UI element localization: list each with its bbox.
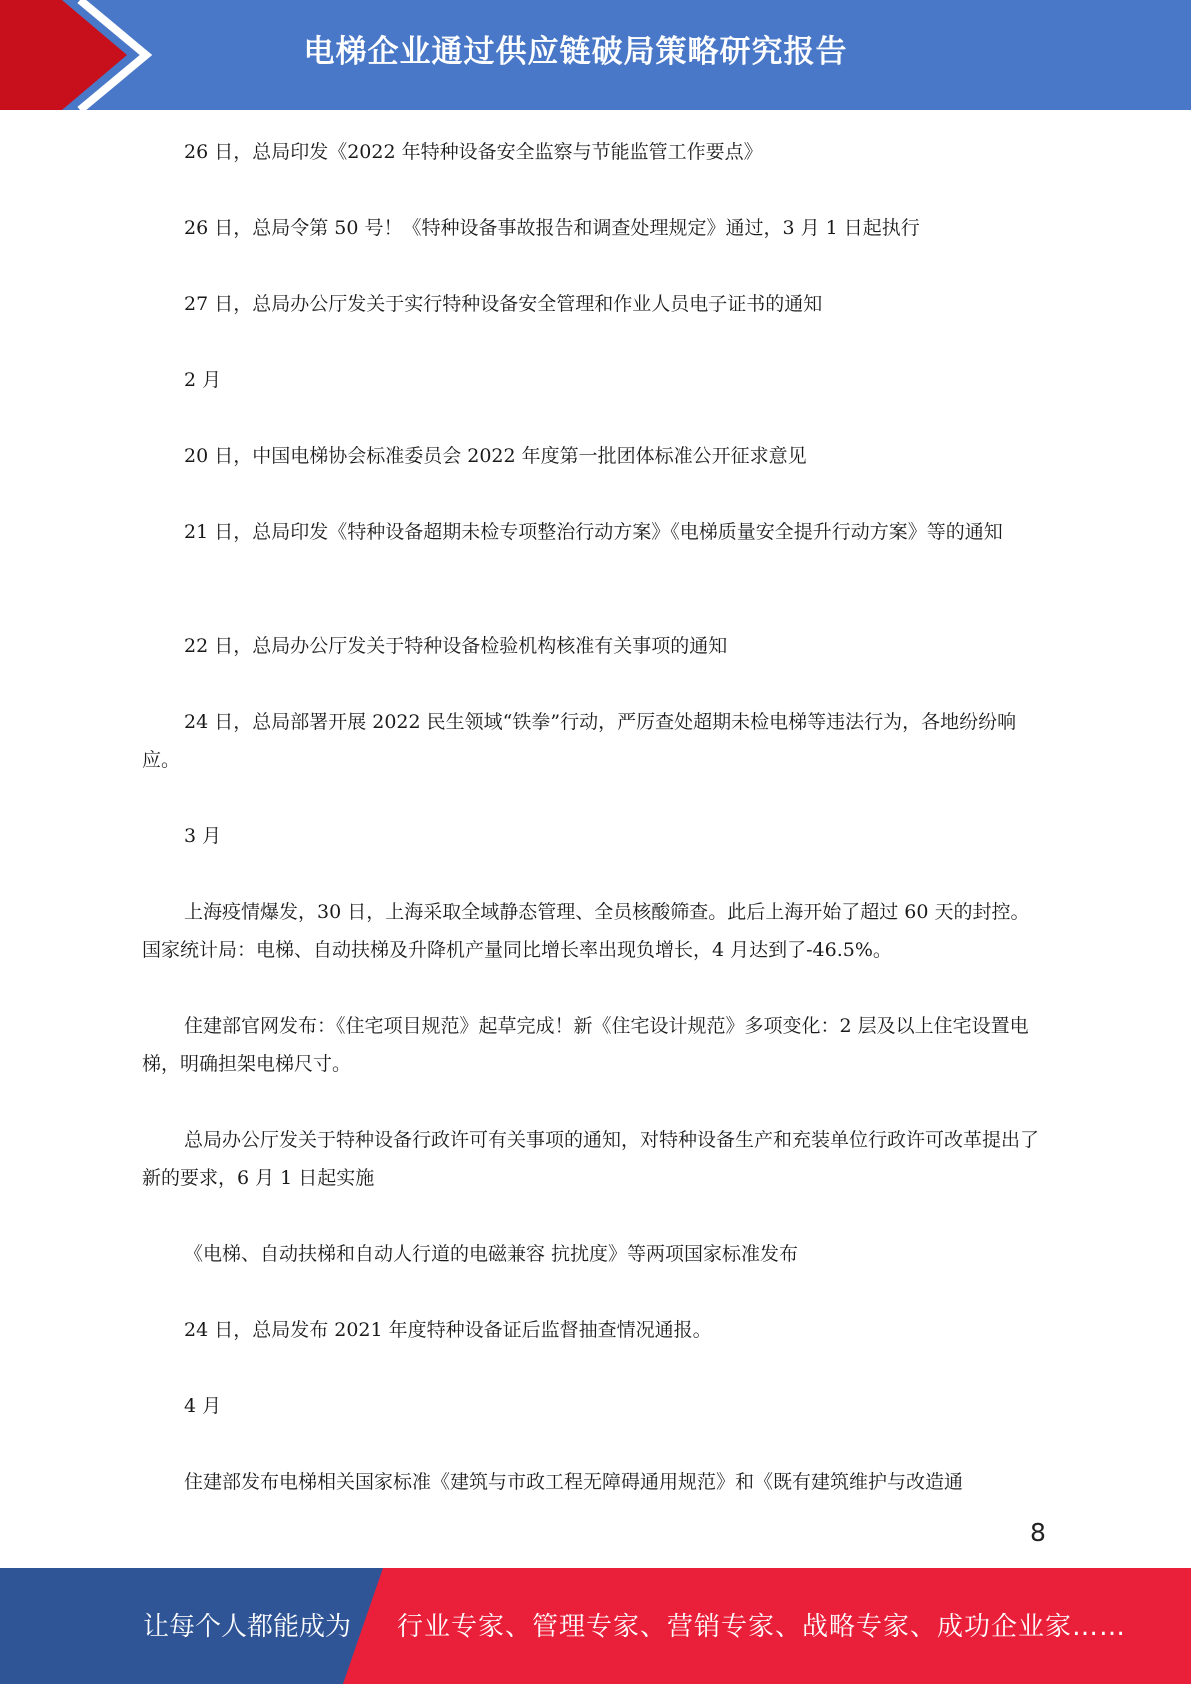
footer-slogan-left: 让每个人都能成为: [143, 1612, 352, 1642]
paragraph: 住建部官网发布：《住宅项目规范》起草完成！新《住宅设计规范》多项变化：2 层及以上住宅设置电梯，明确担架电梯尺寸。: [142, 1015, 1029, 1075]
month-heading: 4 月: [184, 1395, 222, 1417]
paragraph: 上海疫情爆发，30 日，上海采取全域静态管理、全员核酸筛查。此后上海开始了超过 60 天的封控。国家统计局：电梯、自动扶梯及升降机产量同比增长率出现负增长，4 月达到了-46.5%。: [142, 901, 1030, 961]
report-title: 电梯企业通过供应链破局策略研究报告: [303, 34, 848, 70]
month-heading: 2 月: [184, 369, 222, 391]
page-header: [0, 0, 1191, 110]
month-heading: 3 月: [184, 825, 222, 847]
paragraph: 总局办公厅发关于特种设备行政许可有关事项的通知，对特种设备生产和充装单位行政许可改革提出了新的要求，6 月 1 日起实施: [142, 1129, 1040, 1189]
paragraph: 住建部发布电梯相关国家标准《建筑与市政工程无障碍通用规范》和《既有建筑维护与改造通: [184, 1471, 964, 1493]
footer-slogan-right: 行业专家、管理专家、营销专家、战略专家、成功企业家……: [397, 1612, 1127, 1642]
page-footer: [0, 1568, 1191, 1684]
paragraph: 20 日，中国电梯协会标准委员会 2022 年度第一批团体标准公开征求意见: [184, 445, 807, 467]
paragraph: 26 日，总局印发《2022 年特种设备安全监察与节能监管工作要点》: [184, 141, 763, 163]
paragraph: 24 日，总局发布 2021 年度特种设备证后监督抽查情况通报。: [184, 1319, 712, 1341]
paragraph: 24 日，总局部署开展 2022 民生领域“铁拳”行动，严厉查处超期未检电梯等违法行为，各地纷纷响应。: [142, 711, 1017, 771]
paragraph: 21 日，总局印发《特种设备超期未检专项整治行动方案》《电梯质量安全提升行动方案》等的通知: [184, 521, 1003, 543]
paragraph: 22 日，总局办公厅发关于特种设备检验机构核准有关事项的通知: [184, 635, 728, 657]
header-arrow-decoration: [0, 0, 160, 110]
paragraph: 27 日，总局办公厅发关于实行特种设备安全管理和作业人员电子证书的通知: [184, 293, 823, 315]
paragraph: 26 日，总局令第 50 号！《特种设备事故报告和调查处理规定》通过，3 月 1 日起执行: [184, 217, 920, 239]
page-number: 8: [1030, 1518, 1046, 1547]
paragraph: 《电梯、自动扶梯和自动人行道的电磁兼容 抗扰度》等两项国家标准发布: [184, 1243, 799, 1265]
